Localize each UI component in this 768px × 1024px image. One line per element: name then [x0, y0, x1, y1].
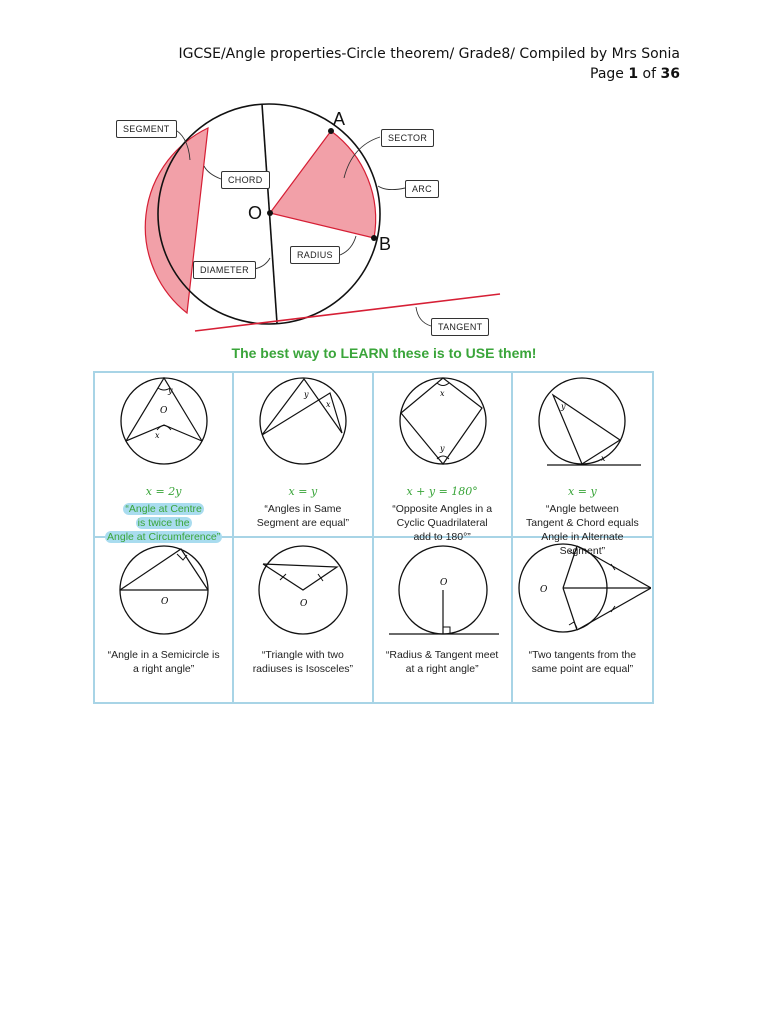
theorem-2-equation: x = y	[288, 485, 318, 498]
point-b-label: B	[379, 234, 392, 254]
banner-text: The best way to LEARN these is to USE them!	[231, 345, 537, 361]
theorem-4-equation: x = y	[568, 485, 597, 498]
arc-label: ARC	[405, 180, 439, 198]
theorem-cell-4	[513, 373, 652, 557]
theorem-2-caption: “Angles in Same Segment are equal”	[256, 503, 349, 529]
theorem-cell-6	[234, 538, 373, 703]
page-header	[178, 44, 680, 84]
theorem-4-caption: “Angle between Tangent & Chord equals Angle in Alternate Segment”	[526, 503, 639, 557]
point-a-label: A	[333, 109, 346, 129]
svg-text:x: x	[326, 400, 331, 409]
theorem-3-caption: “Opposite Angles in a Cyclic Quadrilateral add to 180°”	[392, 503, 493, 543]
figure-two-tangents	[513, 538, 651, 638]
diameter-label: DIAMETER	[193, 261, 256, 279]
theorem-cell-8	[513, 538, 652, 703]
tangent-leader	[416, 307, 431, 326]
chord-leader	[204, 166, 221, 179]
point-o-dot	[267, 210, 273, 216]
y-mark: y	[168, 386, 173, 395]
figure-same-segment	[234, 373, 372, 483]
svg-text:x: x	[600, 454, 606, 463]
segment-label: SEGMENT	[116, 120, 177, 138]
segment-shape	[145, 128, 208, 313]
point-b-dot	[371, 235, 377, 241]
theorem-cell-7	[374, 538, 513, 703]
diameter-leader	[254, 258, 270, 269]
tangent-label: TANGENT	[431, 318, 489, 336]
svg-text:x: x	[439, 389, 445, 398]
svg-text:y: y	[439, 444, 445, 453]
sector-label: SECTOR	[381, 129, 434, 147]
sector-shape	[270, 131, 376, 238]
figure-radius-tangent	[374, 538, 512, 638]
theorem-grid	[93, 371, 654, 704]
theorem-5-caption: “Angle in a Semicircle is a right angle”	[107, 648, 220, 675]
theorem-7-caption: “Radius & Tangent meet at a right angle”	[385, 648, 499, 675]
x-mark: x	[155, 431, 160, 440]
radius-leader	[340, 236, 356, 255]
svg-text:y: y	[304, 390, 309, 399]
figure-cyclic-quadrilateral	[374, 373, 512, 483]
svg-text:O: O	[539, 584, 548, 595]
theorem-cell-1	[95, 373, 234, 543]
theorem-cell-2	[234, 373, 373, 538]
svg-text:y: y	[560, 402, 566, 411]
theorem-6-caption: “Triangle with two radiuses is Isosceles”	[252, 648, 354, 675]
radius-label: RADIUS	[290, 246, 340, 264]
chord-label: CHORD	[221, 171, 270, 189]
theorem-cell-3	[374, 373, 513, 543]
arc-leader	[378, 186, 405, 190]
theorem-cell-5	[95, 538, 234, 703]
figure-isosceles	[234, 538, 372, 638]
theorem-3-equation: x + y = 180°	[406, 485, 478, 498]
theorem-8-caption: “Two tangents from the same point are equal”	[528, 648, 637, 675]
svg-text:O: O	[439, 577, 447, 588]
figure-semicircle	[95, 538, 233, 638]
figure-alternate-segment	[513, 373, 651, 483]
svg-text:O: O	[300, 598, 308, 609]
circle-parts-diagram	[100, 100, 520, 340]
header-title: IGCSE/Angle properties-Circle theorem/ Grade8/ Compiled by Mrs Sonia	[178, 46, 680, 62]
theorem-1-caption: “Angle at Centre is twice the Angle at Circumference”	[107, 503, 221, 543]
theorem-1-equation: x = 2y	[145, 485, 182, 498]
point-o-label: O	[248, 203, 263, 223]
page-number: Page 1 of 36	[590, 66, 680, 82]
svg-text:O: O	[161, 596, 169, 607]
o-mark: O	[160, 406, 168, 416]
